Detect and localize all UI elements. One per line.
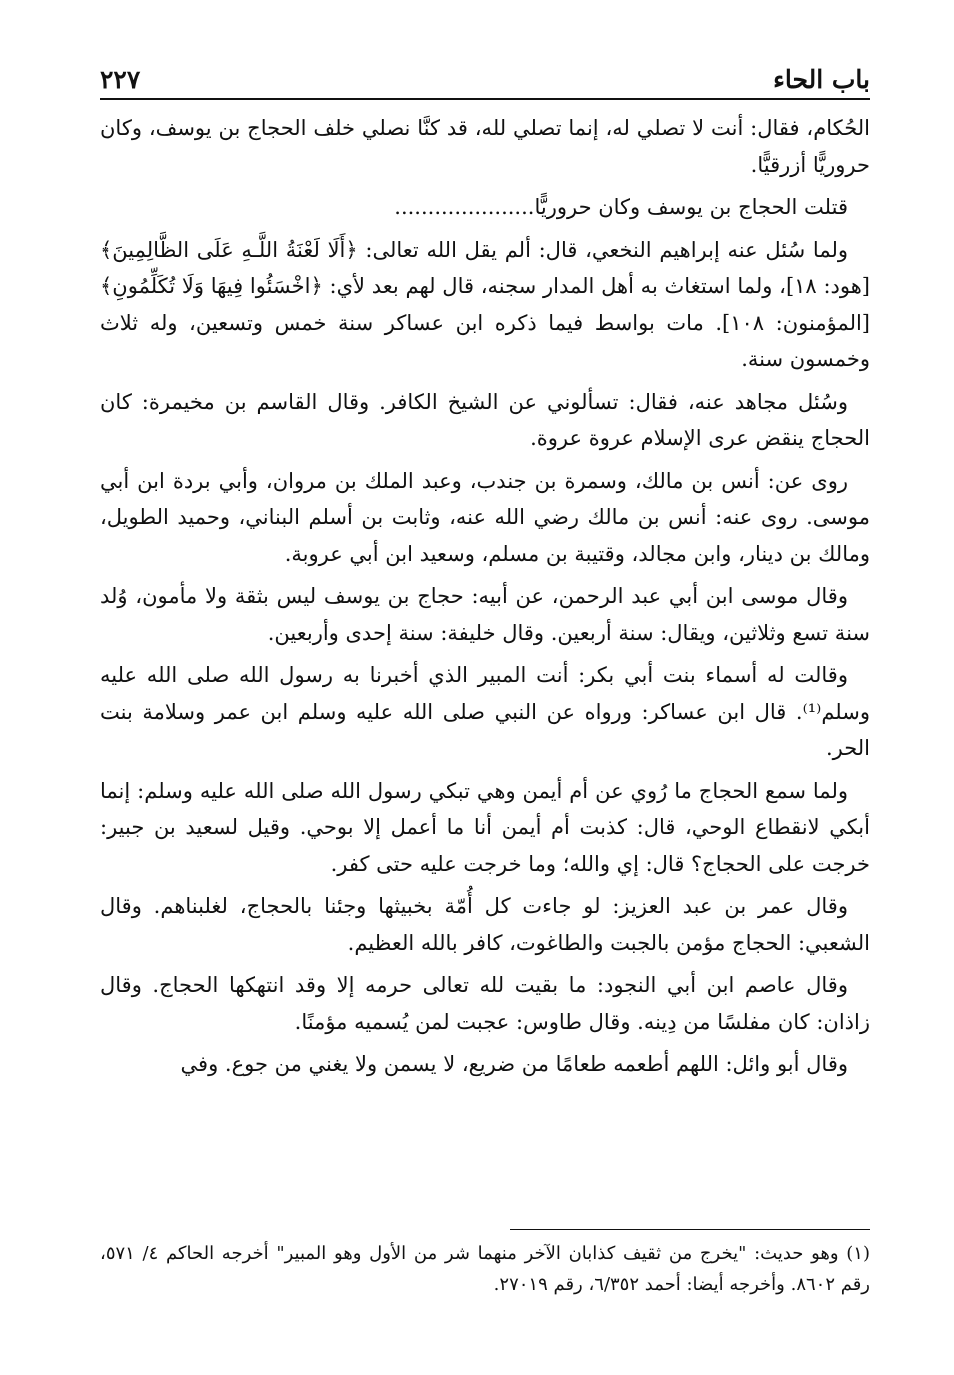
paragraph: ولما سمع الحجاج ما رُوي عن أم أيمن وهي تبكي رسول الله صلى الله عليه وسلم: إنما أبكي لانقطاع الوحي، قال: كذبت أم أيمن أنا ما أعمل إلا بوحي. وقيل لسعيد بن جبير: خرجت على الحجاج؟ قال: إي والله؛ وما خرجت عليه حتى كفر. — [100, 778, 870, 876]
paragraph: وقال أبو وائل: اللهم أطعمه طعامًا من ضريع، لا يسمن ولا يغني من جوع. وفي — [180, 1052, 848, 1076]
page-number: ٢٢٧ — [100, 65, 141, 94]
page-body — [100, 110, 870, 1083]
paragraph: الحُكام، فقال: أنت لا تصلي له، إنما تصلي لله، قد كنَّا نصلي خلف الحجاج بن يوسف، وكان حروريًّا أزرقيًّا. — [100, 116, 870, 177]
book-page — [100, 52, 870, 1342]
page-header — [100, 52, 870, 100]
paragraph: قتلت الحجاج بن يوسف وكان حروريًّا..................... — [394, 195, 848, 219]
paragraph: وقال عمر بن عبد العزيز: لو جاءت كل أُمّة بخبيثها وجئنا بالحجاج، لغلبناهم. وقال الشعبي: الحجاج مؤمن بالجبت والطاغوت، كافر بالله العظيم. — [100, 894, 870, 955]
footnote-separator — [510, 1229, 870, 1230]
paragraph: وقال عاصم ابن أبي النجود: ما بقيت لله تعالى حرمه إلا وقد انتهكها الحجاج. وقال زاذان: كان مفلسًا من دِينه. وقال طاوس: عجبت لمن يُسميه مؤمنًا. — [100, 973, 870, 1034]
paragraph: ولما سُئل عنه إبراهيم النخعي، قال: ألم يقل الله تعالى: ﴿أَلَا لَعْنَةُ اللَّـهِ عَلَى الظَّالِمِينَ﴾ [هود: ١٨]، ولما استغاث به أهل المدار سجنه، قال لهم بعد لأي: ﴿اخْسَئُوا فِيهَا وَلَا تُكَلِّمُونِ﴾ [المؤمنون: ١٠٨]. مات بواسط فيما ذكره ابن عساكر سنة خمس وتسعين، وله ثلاث وخمسون سنة. — [100, 237, 870, 371]
chapter-title: باب الحاء — [773, 65, 870, 94]
paragraph: وسُئل مجاهد عنه، فقال: تسألوني عن الشيخ الكافر. وقال القاسم بن مخيمرة: كان الحجاج ينقض عرى الإسلام عروة عروة. — [100, 389, 870, 450]
paragraph: وقالت له أسماء بنت أبي بكر: أنت المبير الذي أخبرنا به رسول الله صلى الله عليه وسلم⁽¹⁾. قال ابن عساكر: ورواه عن النبي صلى الله عليه وسلم ابن عمر وسلامة بنت الحر. — [100, 663, 870, 760]
paragraph: روى عن: أنس بن مالك، وسمرة بن جندب، وعبد الملك بن مروان، وأبي بردة ابن أبي موسى. روى عنه: أنس بن مالك رضي الله عنه، وثابت بن أسلم البناني، وحميد الطويل، ومالك بن دينار، وابن مجالد، وقتيبة بن مسلم، وسعيد ابن أبي عروبة. — [100, 468, 870, 566]
paragraph: وقال موسى ابن أبي عبد الرحمن، عن أبيه: حجاج بن يوسف ليس بثقة ولا مأمون، وُلد سنة تسع وثلاثين، ويقال: سنة أربعين. وقال خليفة: سنة إحدى وأربعين. — [100, 584, 870, 645]
footnote: (١) وهو حديث: "يخرج من ثقيف كذابان الآخر منهما شر من الأول وهو المبير" أخرجه الحاكم ٤/ ٥٧١، رقم ٨٦٠٢. وأخرجه أيضا: أحمد ٦/٣٥٢، رقم ٢٧٠١٩. — [100, 1243, 870, 1295]
